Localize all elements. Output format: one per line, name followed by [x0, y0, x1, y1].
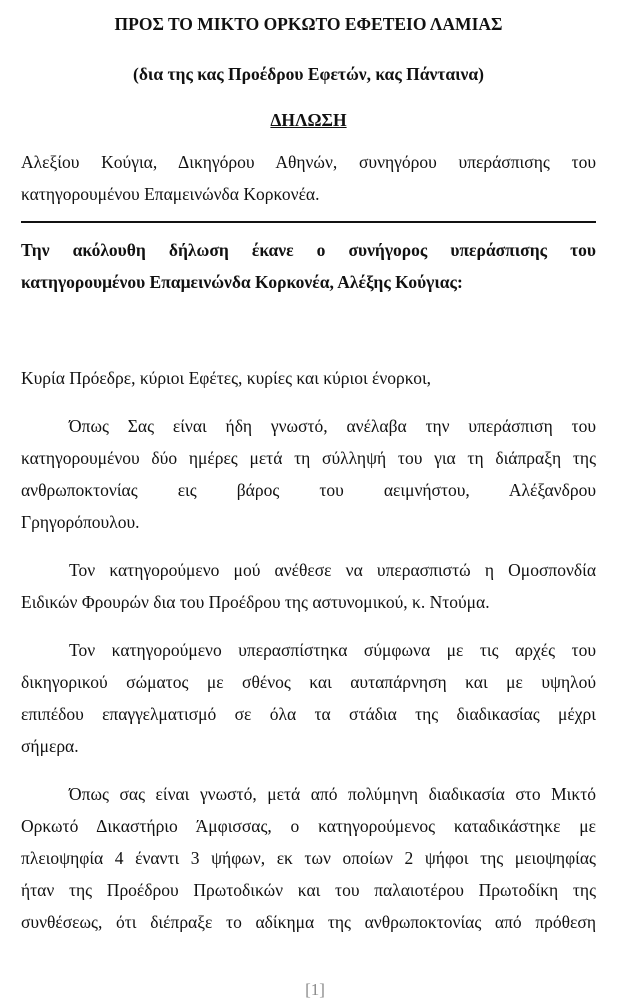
- author-line-2: κατηγορουμένου Επαμεινώνδα Κορκονέα.: [21, 184, 320, 204]
- document-title: ΠΡΟΣ ΤΟ ΜΙΚΤΟ ΟΡΚΩΤΟ ΕΦΕΤΕΙΟ ΛΑΜΙΑΣ: [114, 14, 503, 34]
- paragraph-line: Όπως σας είναι γνωστό, μετά από πολύμηνη διαδικασία στο Μικτό: [69, 784, 596, 804]
- salutation: [21, 362, 596, 394]
- intro-line-2: κατηγορουμένου Επαμεινώνδα Κορκονέα, Αλέξης Κούγιας:: [21, 272, 463, 292]
- paragraph-3: [21, 634, 596, 762]
- author-line-1: Αλεξίου Κούγια, Δικηγόρου Αθηνών, συνηγόρου υπεράσπισης του: [21, 152, 596, 172]
- paragraph-line: κατηγορουμένου δύο ημέρες μετά τη σύλληψή του για τη διάπραξη της: [21, 448, 596, 468]
- paragraph-2: [21, 554, 596, 618]
- paragraph-line: Τον κατηγορούμενο μού ανέθεσε να υπερασπιστώ η Ομοσπονδία: [69, 560, 596, 580]
- paragraph-line: δικηγορικού σώματος με σθένος και αυταπάρνηση και με υψηλού: [21, 672, 596, 692]
- author-block: [21, 146, 596, 210]
- paragraph-line: Ορκωτό Δικαστήριο Άμφισσας, ο κατηγορούμενος καταδικάστηκε με: [21, 816, 596, 836]
- paragraph-line: Όπως Σας είναι ήδη γνωστό, ανέλαβα την υπεράσπιση του: [69, 416, 596, 436]
- paragraph-line: Γρηγορόπουλου.: [21, 512, 140, 532]
- paragraph-line: συνθέσεως, ότι διέπραξε το αδίκημα της ανθρωποκτονίας από πρόθεση: [21, 912, 596, 932]
- page-number: [1]: [305, 980, 325, 999]
- document-subtitle: (δια της κας Προέδρου Εφετών, κας Πάνταινα): [133, 64, 484, 84]
- paragraph-line: Ειδικών Φρουρών δια του Προέδρου της αστυνομικού, κ. Ντούμα.: [21, 592, 490, 612]
- paragraph-1: [21, 410, 596, 538]
- paragraph-line: πλειοψηφία 4 έναντι 3 ψήφων, εκ των οποίων 2 ψήφοι της μειοψηφίας: [21, 848, 596, 868]
- paragraph-line: ανθρωποκτονίας εις βάρος του αειμνήστου, Αλέξανδρου: [21, 480, 596, 500]
- paragraph-line: σήμερα.: [21, 736, 79, 756]
- salutation-text: Κυρία Πρόεδρε, κύριοι Εφέτες, κυρίες και κύριοι ένορκοι,: [21, 368, 432, 388]
- document-heading: ΔΗΛΩΣΗ: [270, 110, 347, 130]
- paragraph-line: επιπέδου επαγγελματισμό σε όλα τα στάδια της διαδικασίας μέχρι: [21, 704, 596, 724]
- horizontal-rule: [21, 221, 596, 223]
- paragraph-line: ήταν της Προέδρου Πρωτοδικών και του παλαιοτέρου Πρωτοδίκη της: [21, 880, 596, 900]
- paragraph-4: [21, 778, 596, 938]
- intro-statement: [21, 234, 596, 298]
- intro-line-1: Την ακόλουθη δήλωση έκανε ο συνήγορος υπεράσπισης του: [21, 240, 596, 260]
- paragraph-line: Τον κατηγορούμενο υπερασπίστηκα σύμφωνα με τις αρχές του: [69, 640, 596, 660]
